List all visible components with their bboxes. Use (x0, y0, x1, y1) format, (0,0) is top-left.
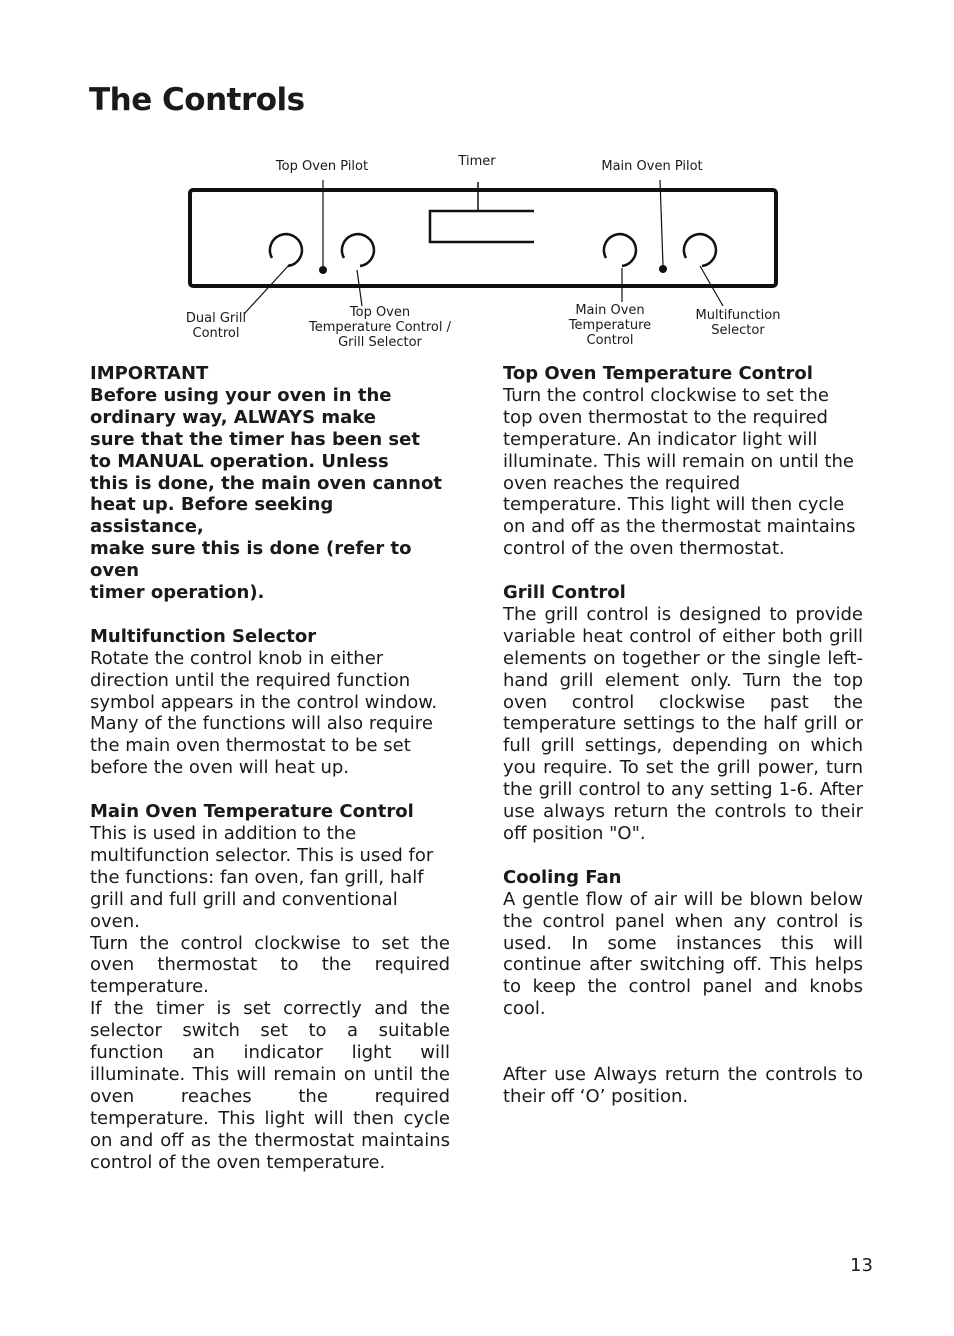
main-oven-pilot-leader (660, 180, 663, 265)
important-text: Before using your oven in the ordinary way, ALWAYS make sure that the timer has been set to MANUAL operation. Unless this is done, the main oven cannot heat up. Before seeking assistance, make sure this is done (refer to oven timer operation). (90, 384, 442, 604)
top-oven-temp-control-label: Top Oven Temperature Control / Grill Selector (309, 305, 451, 350)
right-column (503, 363, 863, 1108)
multifunction-selector-label: Multifunction Selector (695, 308, 781, 338)
multifunction-knob (684, 234, 716, 266)
page-title: The Controls (89, 82, 305, 118)
grill-heading: Grill Control (503, 582, 626, 604)
multifunction-heading: Multifunction Selector (90, 625, 317, 647)
top-oven-temp-knob (342, 234, 374, 266)
dual-grill-leader (244, 264, 290, 314)
main-oven-text-2: Turn the control clockwise to set the oven thermostat to the required temperature. (90, 932, 450, 998)
multifunction-text: Rotate the control knob in either direction until the required function symbol appears in the control window. Many of the functions will also require the main oven thermostat to be set before the oven will heat up. (90, 647, 438, 779)
main-oven-temp-knob (604, 234, 636, 266)
main-oven-text-1: This is used in addition to the multifunction selector. This is used for the functions: fan oven, fan grill, half grill and full grill and conventional oven. (90, 823, 434, 932)
grill-text: The grill control is designed to provide variable heat control of either both grill elements on together or the single left-hand grill element only. Turn the top oven control clockwise past the temperature settings to the half grill or full grill settings, depending on which you require. To set the grill power, turn the grill control to any setting 1-6. After use always return the controls to their off position "O". (503, 603, 863, 845)
top-oven-pilot-label: Top Oven Pilot (275, 159, 369, 174)
top-oven-pilot-light (319, 266, 327, 274)
main-oven-temp-control-label: Main Oven Temperature Control (568, 303, 652, 348)
main-oven-heading: Main Oven Temperature Control (90, 801, 414, 823)
cooling-text: A gentle flow of air will be blown below the control panel when any control is used. In some instances this will continue after switching off. This helps to keep the control panel and knobs cool. (503, 888, 863, 1020)
control-panel-diagram (0, 0, 954, 360)
cooling-heading: Cooling Fan (503, 866, 622, 888)
dual-grill-control-label: Dual Grill Control (185, 311, 247, 341)
dual-grill-knob (270, 234, 302, 266)
main-oven-text-3: If the timer is set correctly and the selector switch set to a suitable function an indicator light will illuminate. This will remain on until the oven reaches the required temperature. This light will then cycle on and off as the thermostat maintains control of the oven temperature. (90, 998, 450, 1173)
top-oven-text: Turn the control clockwise to set the top oven thermostat to the required temperature. An indicator light will illuminate. This will remain on until the oven reaches the required temperature. This light will then cycle on and off as the thermostat maintains control of the oven thermostat. (503, 384, 856, 560)
main-oven-pilot-light (659, 265, 667, 273)
main-oven-pilot-label: Main Oven Pilot (601, 159, 703, 174)
timer-label: Timer (458, 154, 496, 169)
top-oven-heading: Top Oven Temperature Control (503, 363, 813, 384)
important-heading: IMPORTANT (90, 363, 209, 384)
after-use-text: After use Always return the controls to their off ‘O’ position. (503, 1063, 863, 1107)
timer-window (430, 211, 534, 242)
page-number: 13 (850, 1255, 873, 1276)
left-column (90, 363, 450, 1174)
